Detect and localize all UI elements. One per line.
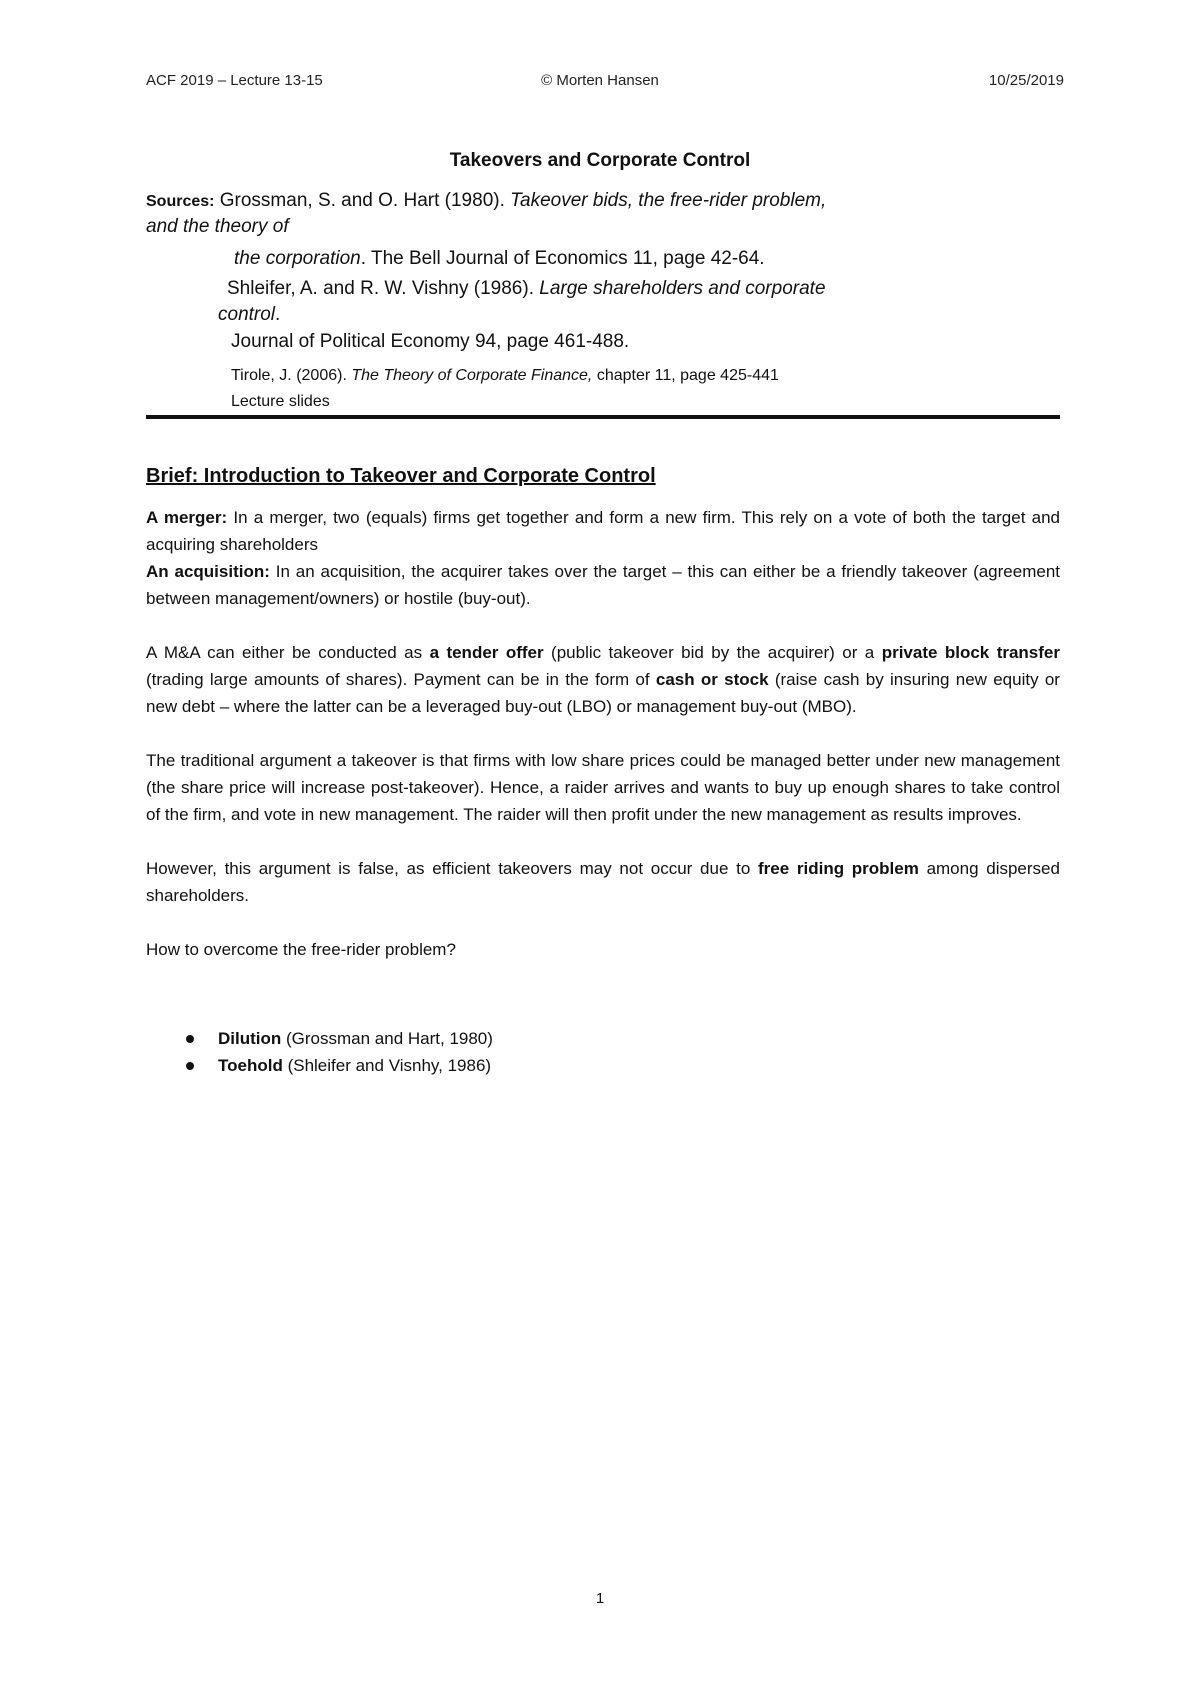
sources-line-2: and the theory of	[146, 216, 289, 237]
question-line: How to overcome the free-rider problem?	[146, 940, 456, 959]
sources-label: Sources:	[146, 193, 215, 210]
horizontal-rule	[146, 415, 1060, 419]
header-course: ACF 2019 – Lecture 13-15	[146, 72, 323, 89]
sources-line-6: Journal of Political Economy 94, page 461-488.	[231, 331, 630, 352]
list-item: Toehold (Shleifer and Visnhy, 1986)	[186, 1052, 491, 1079]
header-date: 10/25/2019	[988, 72, 1064, 89]
ma-paragraph: A M&A can either be conducted as a tender offer (public takeover bid by the acquirer) or a private block transfer (trading large amounts of shares). Payment can be in the form of cash or stock (raise cash by insuring new equity or new debt – where the latter can be a leveraged buy-out (LBO) or management buy-out (MBO).	[146, 643, 1060, 716]
sources-line-4: Shleifer, A. and R. W. Vishny (1986). Large shareholders and corporate	[227, 278, 826, 299]
sources-line-1: Sources: Grossman, S. and O. Hart (1980). Takeover bids, the free-rider problem,	[146, 190, 827, 211]
however-paragraph: However, this argument is false, as efficient takeovers may not occur due to free riding problem among dispersed shareholders.	[146, 859, 1060, 905]
merger-paragraph: A merger: In a merger, two (equals) firms get together and form a new firm. This rely on a vote of both the target and acquiring shareholders	[146, 508, 1060, 554]
bullet-icon	[186, 1062, 194, 1070]
section-heading: Brief: Introduction to Takeover and Corporate Control	[146, 465, 656, 487]
traditional-argument-paragraph: The traditional argument a takeover is that firms with low share prices could be managed better under new management (the share price will increase post-takeover). Hence, a raider arrives and wants to buy up enough shares to take control of the firm, and vote in new management. The raider will then profit under the new management as results improves.	[146, 751, 1060, 824]
body-text	[146, 504, 1060, 963]
sources-line-5: control.	[218, 304, 281, 325]
bullet-icon	[186, 1035, 194, 1043]
sources-line-7: Tirole, J. (2006). The Theory of Corporate Finance, chapter 11, page 425-441	[231, 367, 779, 384]
list-item: Dilution (Grossman and Hart, 1980)	[186, 1025, 493, 1052]
page-number: 1	[595, 1590, 605, 1607]
header-author: © Morten Hansen	[541, 72, 659, 89]
sources-line-8: Lecture slides	[231, 393, 330, 410]
sources-line-3: the corporation. The Bell Journal of Economics 11, page 42-64.	[234, 248, 765, 269]
acquisition-paragraph: An acquisition: In an acquisition, the acquirer takes over the target – this can either be a friendly takeover (agreement between management/owners) or hostile (buy-out).	[146, 562, 1060, 608]
page-title: Takeovers and Corporate Control	[449, 150, 751, 171]
